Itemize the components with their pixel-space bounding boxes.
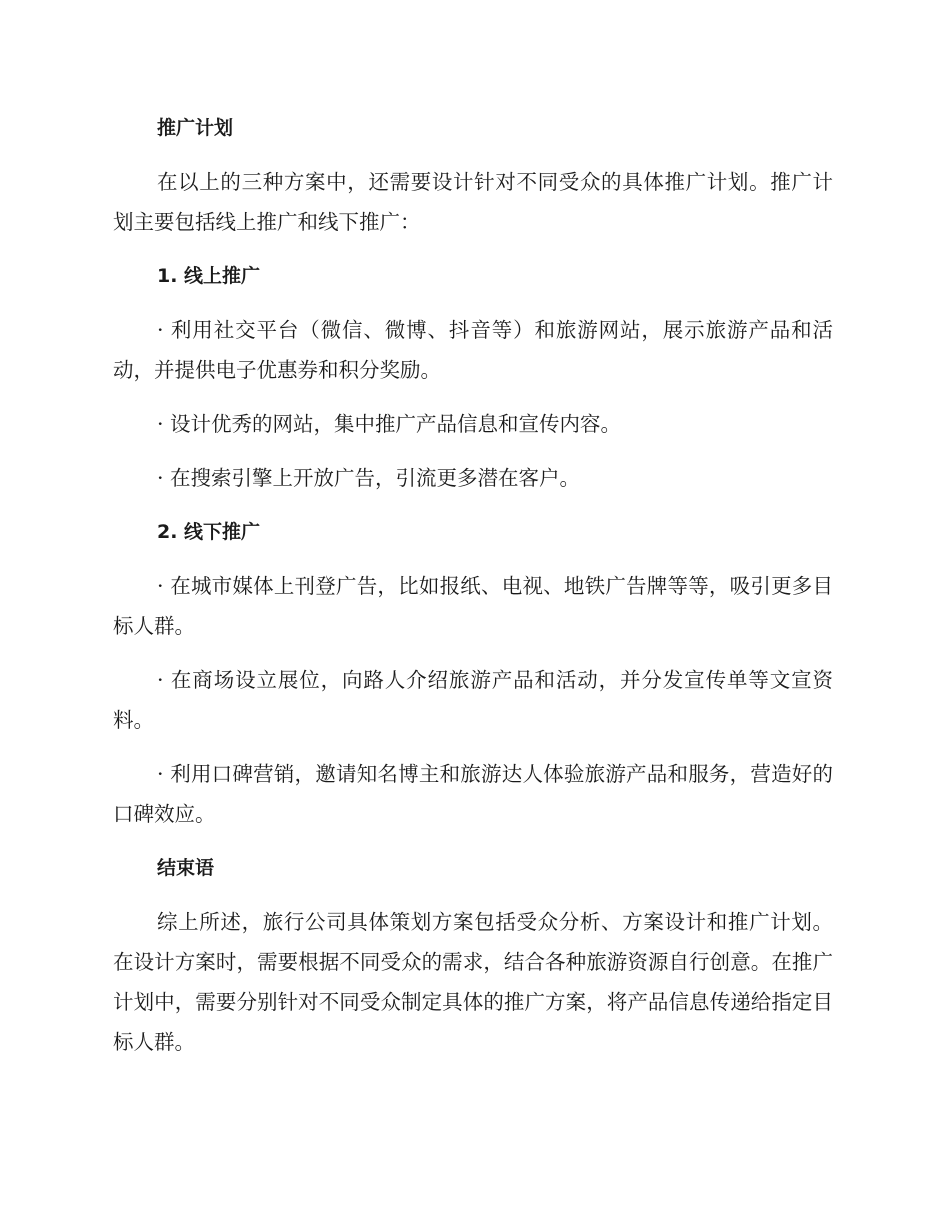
bullet-paragraph-word-of-mouth: · 利用口碑营销，邀请知名博主和旅游达人体验旅游产品和服务，营造好的口碑效应。: [113, 762, 833, 826]
bullet-paragraph-search-ads: · 在搜索引擎上开放广告，引流更多潜在客户。: [157, 466, 581, 490]
section-heading-conclusion: 结束语: [157, 857, 215, 879]
section-heading-offline-promotion: 2. 线下推广: [157, 521, 261, 543]
bullet-paragraph-mall-booth: · 在商场设立展位，向路人介绍旅游产品和活动，并分发宣传单等文宣资料。: [113, 668, 833, 732]
document-page: [113, 108, 833, 1076]
paragraph-promotion-intro: 在以上的三种方案中，还需要设计针对不同受众的具体推广计划。推广计划主要包括线上推广和线下推广：: [113, 170, 833, 234]
section-heading-online-promotion: 1. 线上推广: [157, 265, 261, 287]
paragraph-conclusion: 综上所述，旅行公司具体策划方案包括受众分析、方案设计和推广计划。在设计方案时，需要根据不同受众的需求，结合各种旅游资源自行创意。在推广计划中，需要分别针对不同受众制定具体的推广方案，将产品信息传递给指定目标人群。: [113, 910, 833, 1054]
bullet-paragraph-city-media: · 在城市媒体上刊登广告，比如报纸、电视、地铁广告牌等等，吸引更多目标人群。: [113, 574, 833, 638]
section-heading-promotion-plan: 推广计划: [157, 117, 234, 139]
bullet-paragraph-website-design: · 设计优秀的网站，集中推广产品信息和宣传内容。: [157, 412, 622, 436]
bullet-paragraph-social-platforms: · 利用社交平台（微信、微博、抖音等）和旅游网站，展示旅游产品和活动，并提供电子优惠券和积分奖励。: [113, 318, 833, 382]
